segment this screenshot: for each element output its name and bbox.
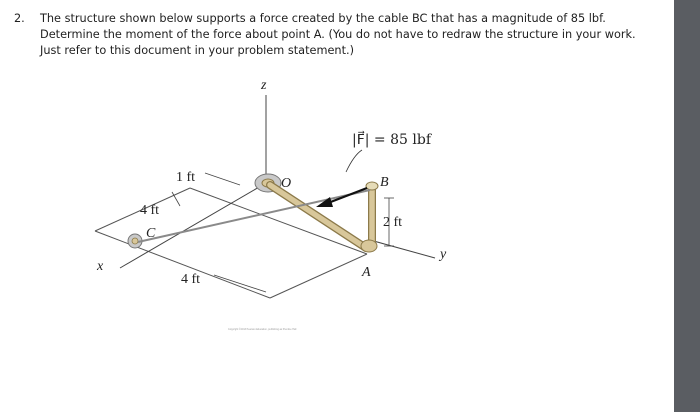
window-sidebar	[674, 0, 700, 412]
axis-label-z: z	[261, 78, 267, 93]
cable-bc	[138, 190, 370, 242]
problem-number: 2.	[14, 12, 25, 25]
dim-label-2ft: 2 ft	[383, 215, 403, 230]
dim-label-1ft: 1 ft	[176, 170, 196, 185]
pipe-end-b	[366, 182, 378, 190]
axis-label-y: y	[440, 247, 447, 262]
point-label-a: A	[362, 265, 371, 280]
force-magnitude-label: |F⃗| = 85 lbf	[352, 132, 432, 148]
dim-label-4ft-left: 4 ft	[140, 203, 160, 218]
point-label-b: B	[380, 175, 389, 190]
pipe-a-b	[361, 182, 378, 252]
axis-label-x: x	[97, 259, 104, 274]
copyright-text: Copyright ©2013 Pearson Education, publishing as Prentice Hall	[228, 328, 297, 331]
point-label-c: C	[146, 226, 156, 241]
structure-figure	[80, 70, 480, 350]
problem-body: The structure shown below supports a force created by the cable BC that has a magnitude of 85 lbf. Determine the moment of the force about point A. (You do not have to redraw the structure in your work. Just refer to this document in your problem statement.)	[40, 12, 636, 57]
force-leader-line	[346, 150, 362, 172]
dimension-4ft-bottom	[214, 275, 266, 292]
plane-edge-front-right	[270, 254, 367, 298]
y-axis-line	[370, 240, 435, 258]
x-axis-line	[120, 183, 266, 268]
force-arrow	[316, 188, 367, 207]
dimension-1ft	[205, 173, 240, 185]
plane-edge-front-left	[95, 231, 270, 298]
dim-label-4ft-bottom: 4 ft	[181, 272, 201, 287]
problem-statement	[14, 11, 644, 59]
elbow-a	[361, 240, 377, 252]
point-label-o: O	[281, 176, 292, 191]
